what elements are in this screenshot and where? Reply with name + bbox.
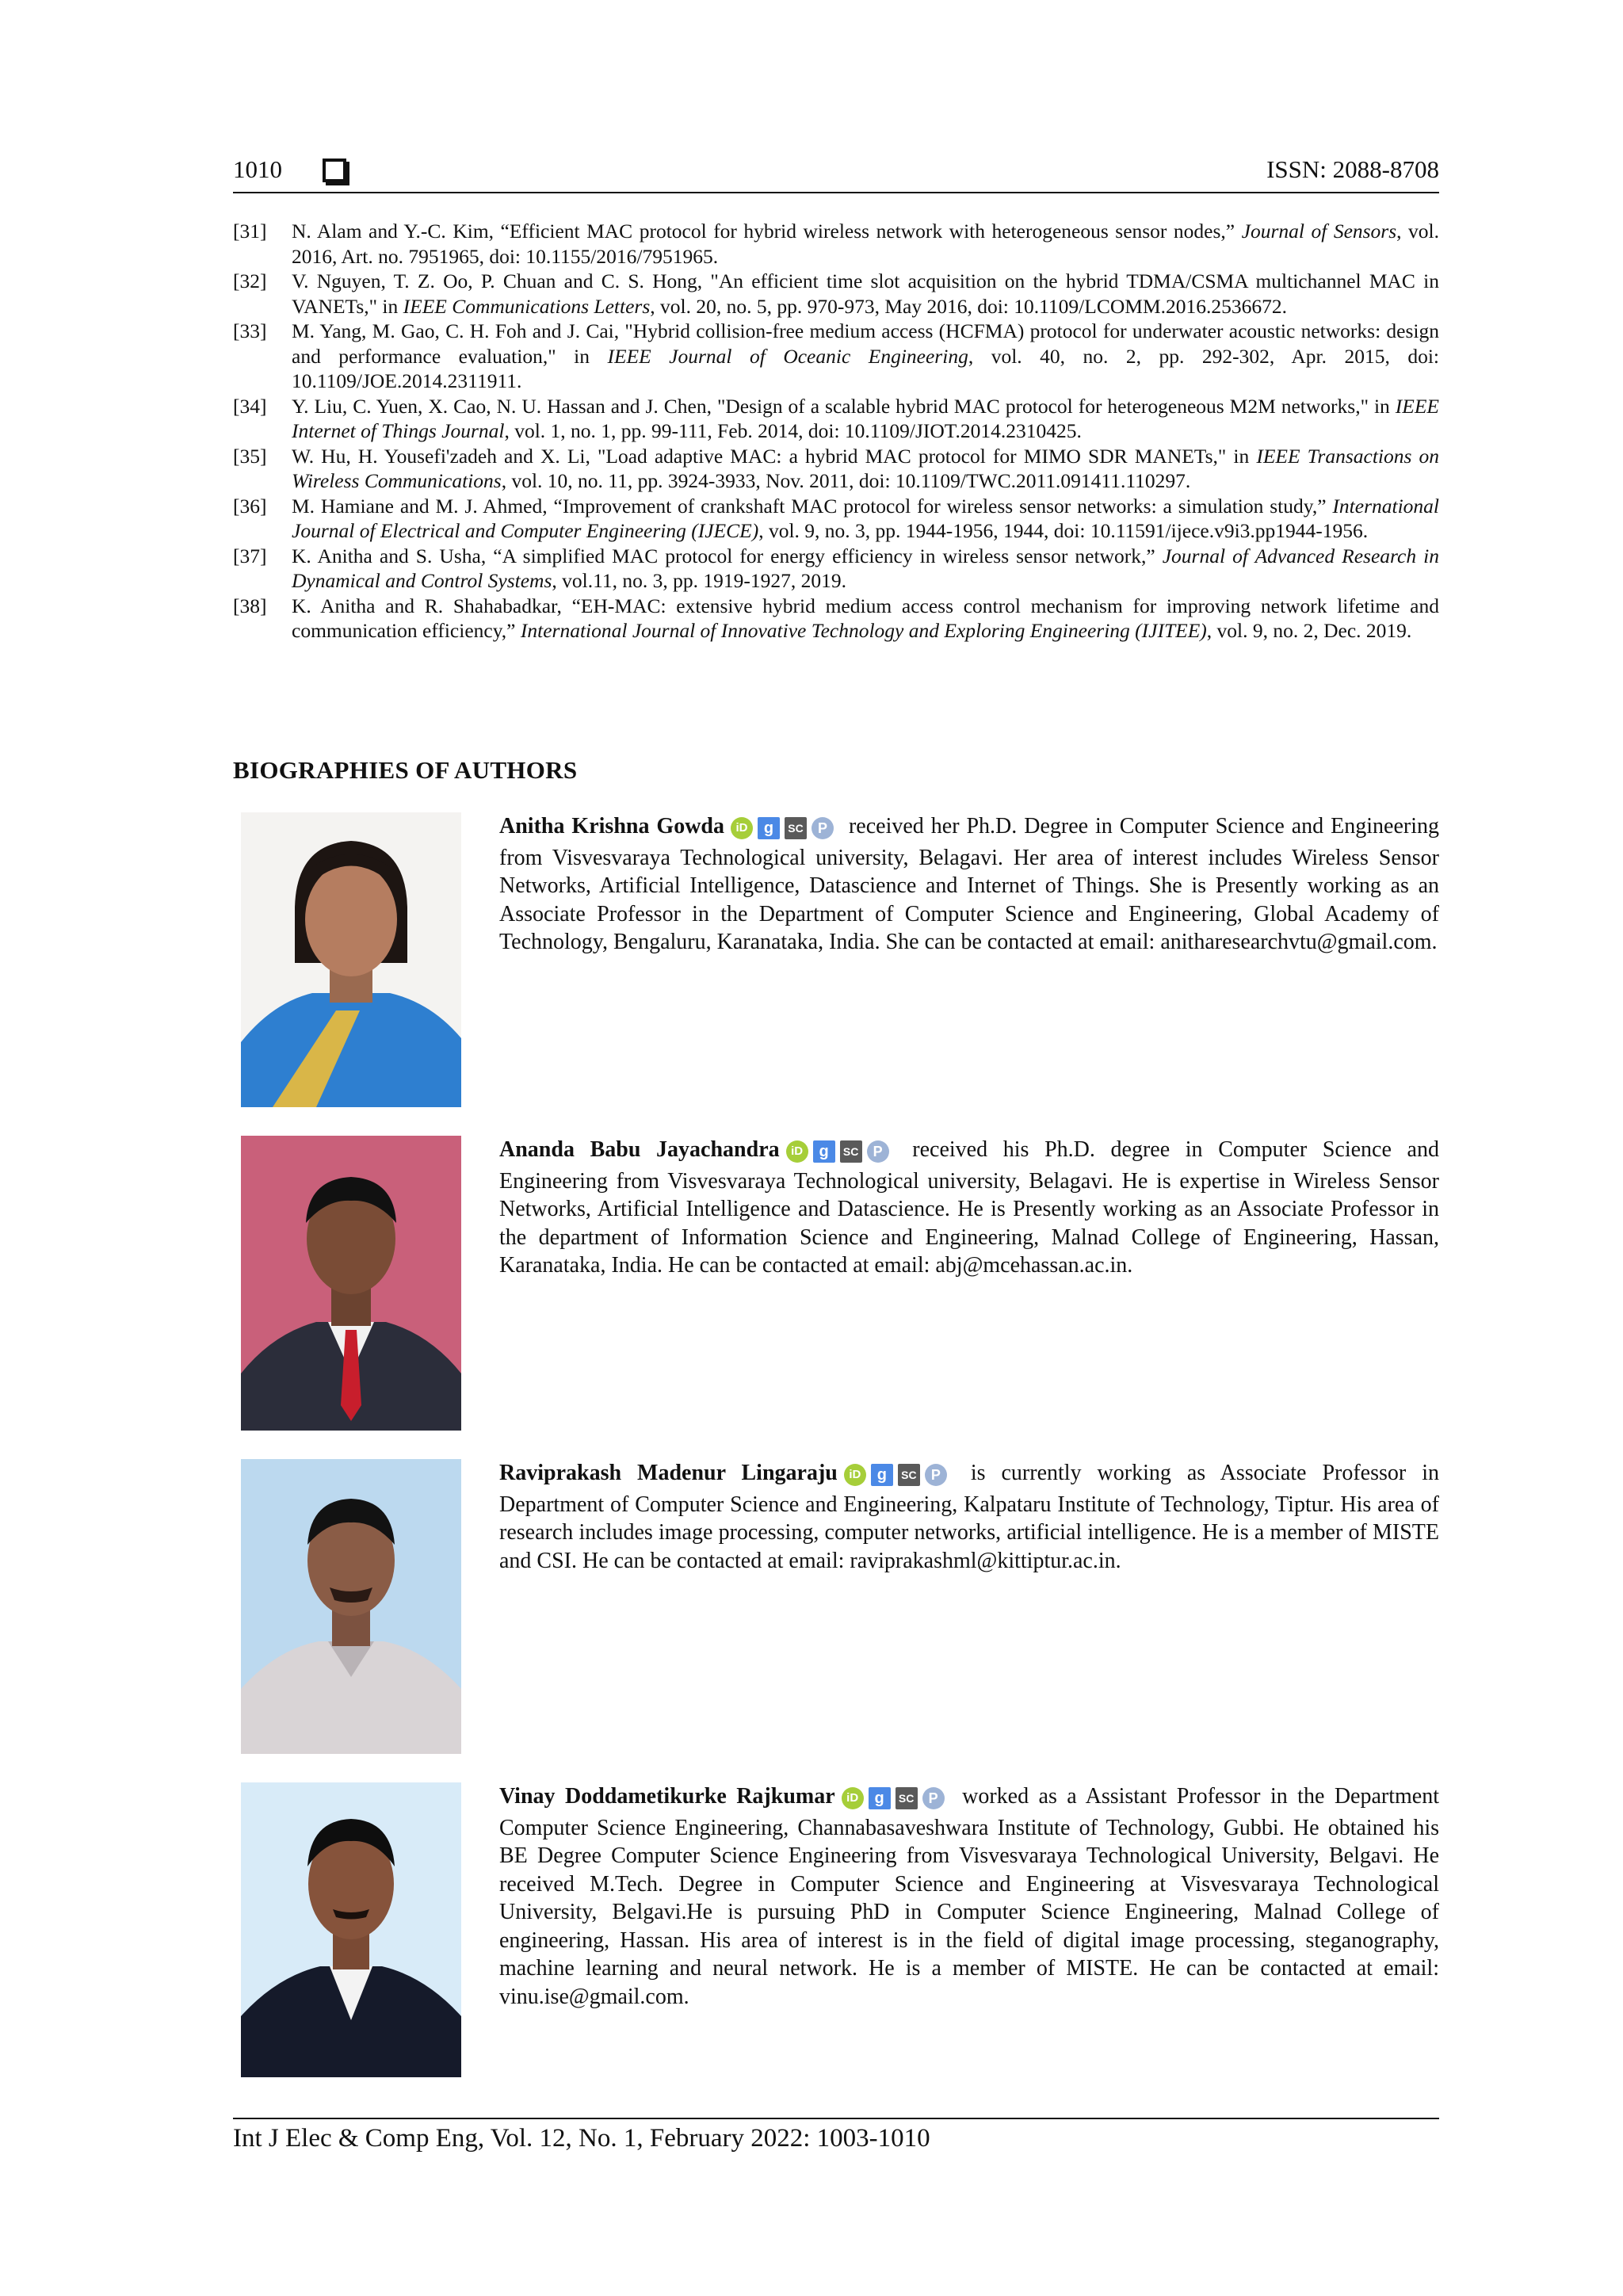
author-photo <box>241 1459 461 1754</box>
google-scholar-icon[interactable]: g <box>869 1787 891 1809</box>
reference-item: [38] K. Anitha and R. Shahabadkar, “EH-MAC: extensive hybrid medium access control mechanism for improving network lifetime and communication efficiency,” International Journal of Innovative Technology and Exploring Engineering (IJITEE), vol. 9, no. 2, Dec. 2019. <box>233 594 1439 642</box>
scopus-icon[interactable]: SC <box>785 817 807 839</box>
reference-number: [38] <box>233 594 267 617</box>
author-photo <box>241 1136 461 1431</box>
author-name: Raviprakash Madenur Lingaraju <box>499 1461 838 1486</box>
reference-number: [35] <box>233 444 267 468</box>
reference-item: [31] N. Alam and Y.-C. Kim, “Efficient MAC protocol for hybrid wireless network with heterogeneous sensor nodes,” Journal of Sensors, vol. 2016, Art. no. 7951965, doi: 10.1155/2016/7951965. <box>233 220 1439 268</box>
publons-icon[interactable]: P <box>922 1787 945 1809</box>
reference-number: [31] <box>233 220 267 243</box>
reference-number: [36] <box>233 494 267 518</box>
bio-text <box>499 1459 1439 1575</box>
header-rule <box>233 192 1439 193</box>
bio-description: worked as a Assistant Professor in the Department Computer Science Engineering, Channabasaveshwara Institute of Technology, Gubbi. He obtained his BE Degree Computer Science Engineering from Visvesvaraya Technological University, Belgavi. He received M.Tech. Degree in Computer Science and Engineering at Visvesvaraya Technological University, Belgavi.He is pursuing PhD in Computer Science Engineering, Malnad College of engineering, Hassan. His area of interest is in the field of digital image processing, steganography, machine learning and neural network. He is a member of MISTE. He can be contacted at email: vinu.ise@gmail.com. <box>499 1784 1439 2009</box>
reference-number: [37] <box>233 544 267 567</box>
reference-number: [32] <box>233 269 267 292</box>
issn-label: ISSN: 2088-8708 <box>1266 155 1439 183</box>
google-scholar-icon[interactable]: g <box>813 1140 835 1163</box>
scopus-icon[interactable]: SC <box>840 1140 862 1163</box>
page-footer: Int J Elec & Comp Eng, Vol. 12, No. 1, February 2022: 1003-1010 <box>233 2124 930 2153</box>
bio-text <box>499 1782 1439 2011</box>
google-scholar-icon[interactable]: g <box>871 1464 893 1486</box>
reference-item: [37] K. Anitha and S. Usha, “A simplified MAC protocol for energy efficiency in wireless sensor network,” Journal of Advanced Research in Dynamical and Control Systems, vol.11, no. 3, pp. 1919-1927, 2019. <box>233 544 1439 592</box>
author-photo <box>241 1782 461 2077</box>
reference-journal: IEEE Transactions on Wireless Communications <box>292 444 1440 492</box>
reference-item: [33] M. Yang, M. Gao, C. H. Foh and J. Cai, "Hybrid collision-free medium access (HCFMA) protocol for underwater acoustic networks: design and performance evaluation," in IEEE Journal of Oceanic Engineering, vol. 40, no. 2, pp. 292-302, Apr. 2015, doi: 10.1109/JOE.2014.2311911. <box>233 319 1439 392</box>
bio-description: received his Ph.D. degree in Computer Science and Engineering from Visvesvaraya Technological university, Belagavi. He is expertise in Wireless Sensor Networks, Artificial Intelligence and Datascience. He is Presently working as an Associate Professor in the department of Information Science and Engineering, Malnad College of Engineering, Hassan, Karanataka, India. He can be contacted at email: abj@mcehassan.ac.in. <box>499 1137 1439 1278</box>
reference-item: [35] W. Hu, H. Yousefi'zadeh and X. Li, "Load adaptive MAC: a hybrid MAC protocol for MIMO SDR MANETs," in IEEE Transactions on Wireless Communications, vol. 10, no. 11, pp. 3924-3933, Nov. 2011, doi: 10.1109/TWC.2011.091411.110297. <box>233 444 1440 492</box>
publons-icon[interactable]: P <box>812 817 834 839</box>
reference-journal: IEEE Journal of Oceanic Engineering <box>607 344 968 368</box>
author-name: Anitha Krishna Gowda <box>499 814 725 839</box>
reference-number: [33] <box>233 319 267 342</box>
square-bullet-icon <box>323 159 346 182</box>
page-header <box>233 155 1439 190</box>
profile-badges <box>844 1459 952 1488</box>
reference-journal: International Journal of Electrical and Computer Engineering (IJECE) <box>292 494 1439 542</box>
orcid-icon[interactable]: iD <box>842 1787 864 1809</box>
page-number: 1010 <box>233 155 282 183</box>
profile-badges <box>842 1782 949 1811</box>
publons-icon[interactable]: P <box>867 1140 889 1163</box>
reference-journal: International Journal of Innovative Technology and Exploring Engineering (IJITEE) <box>520 619 1207 642</box>
reference-journal: Journal of Sensors <box>1241 220 1397 243</box>
footer-rule <box>233 2118 1439 2119</box>
author-name: Vinay Doddametikurke Rajkumar <box>499 1784 835 1809</box>
bio-description: is currently working as Associate Professor in Department of Computer Science and Engineering, Kalpataru Institute of Technology, Tiptur. His area of research includes image processing, computer networks, artificial intelligence. He is a member of MISTE and CSI. He can be contacted at email: raviprakashml@kittiptur.ac.in. <box>499 1461 1439 1573</box>
profile-badges <box>786 1136 894 1164</box>
author-photo <box>241 812 461 1107</box>
bio-text <box>499 812 1439 957</box>
scopus-icon[interactable]: SC <box>898 1464 920 1486</box>
profile-badges <box>731 812 838 841</box>
bio-text <box>499 1136 1439 1280</box>
orcid-icon[interactable]: iD <box>731 817 753 839</box>
biographies-heading: BIOGRAPHIES OF AUTHORS <box>233 756 578 784</box>
scopus-icon[interactable]: SC <box>896 1787 918 1809</box>
reference-item: [36] M. Hamiane and M. J. Ahmed, “Improvement of crankshaft MAC protocol for wireless sensor networks: a simulation study,” International Journal of Electrical and Computer Engineering (IJECE), vol. 9, no. 3, pp. 1944-1956, 1944, doi: 10.11591/ijece.v9i3.pp1944-1956. <box>233 494 1439 542</box>
reference-journal: IEEE Internet of Things Journal <box>292 394 1439 442</box>
references-list <box>233 219 1439 644</box>
bio-description: received her Ph.D. Degree in Computer Science and Engineering from Visvesvaraya Technological university, Belagavi. Her area of interest includes Wireless Sensor Networks, Artificial Intelligence, Datascience and Internet of Things. She is Presently working as an Associate Professor in the Department of Computer Science and Engineering, Global Academy of Technology, Bengaluru, Karanataka, India. She can be contacted at email: anitharesearchvtu@gmail.com. <box>499 814 1439 954</box>
reference-journal: IEEE Communications Letters <box>403 294 651 318</box>
google-scholar-icon[interactable]: g <box>758 817 780 839</box>
reference-number: [34] <box>233 394 267 418</box>
publons-icon[interactable]: P <box>925 1464 947 1486</box>
reference-item: [34] Y. Liu, C. Yuen, X. Cao, N. U. Hassan and J. Chen, "Design of a scalable hybrid MAC protocol for heterogeneous M2M networks," in IEEE Internet of Things Journal, vol. 1, no. 1, pp. 99-111, Feb. 2014, doi: 10.1109/JIOT.2014.2310425. <box>233 394 1439 442</box>
author-name: Ananda Babu Jayachandra <box>499 1137 780 1163</box>
reference-journal: Journal of Advanced Research in Dynamical and Control Systems <box>292 544 1439 592</box>
orcid-icon[interactable]: iD <box>786 1140 808 1163</box>
reference-item: [32] V. Nguyen, T. Z. Oo, P. Chuan and C. S. Hong, "An efficient time slot acquisition on the hybrid TDMA/CSMA multichannel MAC in VANETs," in IEEE Communications Letters, vol. 20, no. 5, pp. 970-973, May 2016, doi: 10.1109/LCOMM.2016.2536672. <box>233 269 1439 318</box>
orcid-icon[interactable]: iD <box>844 1464 866 1486</box>
